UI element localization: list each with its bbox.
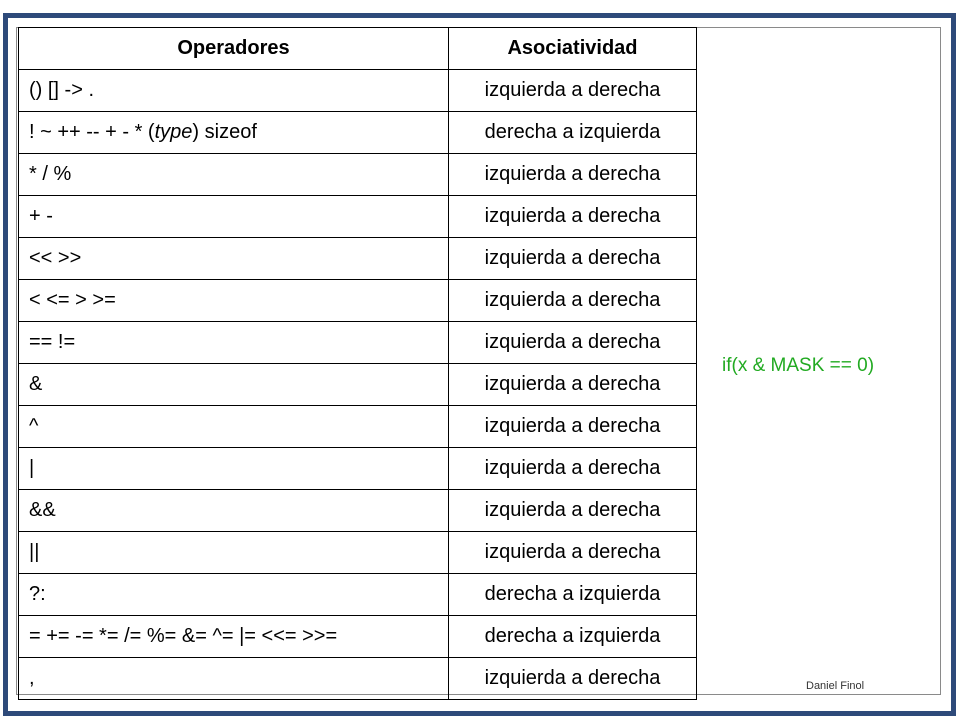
operator-precedence-table xyxy=(18,27,697,700)
operators-cell: | xyxy=(19,448,449,490)
operators-cell: == != xyxy=(19,322,449,364)
table-row xyxy=(19,280,697,322)
associativity-cell: izquierda a derecha xyxy=(449,532,697,574)
operators-cell: ^ xyxy=(19,406,449,448)
associativity-cell: izquierda a derecha xyxy=(449,658,697,700)
operators-cell: , xyxy=(19,658,449,700)
associativity-cell: izquierda a derecha xyxy=(449,490,697,532)
table-row xyxy=(19,112,697,154)
operators-cell: << >> xyxy=(19,238,449,280)
operators-cell: & xyxy=(19,364,449,406)
header-operators: Operadores xyxy=(19,28,449,70)
associativity-cell: izquierda a derecha xyxy=(449,448,697,490)
table-row xyxy=(19,490,697,532)
table-row xyxy=(19,406,697,448)
operators-cell: ! ~ ++ -- + - * (type) sizeof xyxy=(19,112,449,154)
associativity-cell: izquierda a derecha xyxy=(449,238,697,280)
operators-cell: = += -= *= /= %= &= ^= |= <<= >>= xyxy=(19,616,449,658)
operators-cell: && xyxy=(19,490,449,532)
associativity-cell: derecha a izquierda xyxy=(449,112,697,154)
operators-cell: < <= > >= xyxy=(19,280,449,322)
operators-cell: || xyxy=(19,532,449,574)
code-note: if(x & MASK == 0) xyxy=(722,355,875,376)
table-row xyxy=(19,658,697,700)
associativity-cell: izquierda a derecha xyxy=(449,406,697,448)
table-row xyxy=(19,322,697,364)
table-row xyxy=(19,448,697,490)
associativity-cell: izquierda a derecha xyxy=(449,70,697,112)
table-row xyxy=(19,532,697,574)
header-associativity: Asociatividad xyxy=(449,28,697,70)
table-row xyxy=(19,616,697,658)
author-credit: Daniel Finol xyxy=(806,680,865,692)
associativity-cell: derecha a izquierda xyxy=(449,616,697,658)
table-header-row xyxy=(19,28,697,70)
table-row xyxy=(19,364,697,406)
table-row xyxy=(19,70,697,112)
table-row xyxy=(19,196,697,238)
operators-cell: ?: xyxy=(19,574,449,616)
associativity-cell: izquierda a derecha xyxy=(449,364,697,406)
associativity-cell: derecha a izquierda xyxy=(449,574,697,616)
table-row xyxy=(19,238,697,280)
table-row xyxy=(19,574,697,616)
operators-cell: * / % xyxy=(19,154,449,196)
operators-cell: + - xyxy=(19,196,449,238)
associativity-cell: izquierda a derecha xyxy=(449,322,697,364)
operators-cell: () [] -> . xyxy=(19,70,449,112)
associativity-cell: izquierda a derecha xyxy=(449,280,697,322)
associativity-cell: izquierda a derecha xyxy=(449,196,697,238)
table-row xyxy=(19,154,697,196)
associativity-cell: izquierda a derecha xyxy=(449,154,697,196)
